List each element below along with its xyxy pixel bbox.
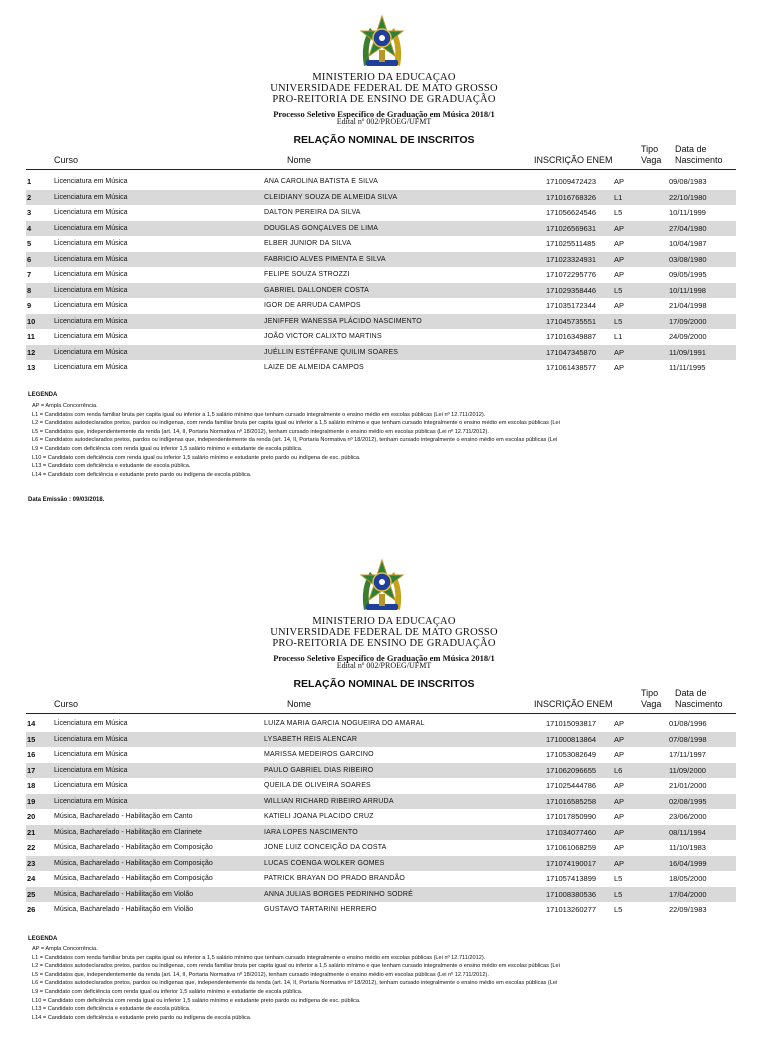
row-number: 14 (27, 719, 36, 728)
row-inscricao: 171009472423 (546, 177, 597, 186)
row-number: 1 (27, 177, 32, 186)
table-row (26, 360, 736, 375)
row-tipo-vaga: AP (614, 301, 625, 310)
row-data-nascimento: 11/09/1991 (669, 347, 706, 357)
legend-title: LEGENDA (28, 936, 58, 942)
row-data-nascimento: 21/04/1998 (669, 301, 707, 310)
row-curso: Licenciatura em Música (54, 286, 128, 294)
row-inscricao: 171008380536 (546, 889, 597, 899)
row-data-nascimento: 21/01/2000 (669, 781, 707, 790)
col-header-tipo (641, 144, 661, 166)
row-number: 22 (27, 843, 36, 852)
col-header-data-line2: Nascimento (675, 155, 723, 165)
col-header-nome: Nome (287, 155, 312, 165)
legend-item: L1 = Candidatos com renda familiar bruta per capita igual ou inferior a 1,5 salário mínimo que tenham cursado integralmente o ensino médio em escolas públicas (Lei nº 12.711/2012). (32, 411, 486, 418)
row-data-nascimento: 24/09/2000 (669, 332, 707, 341)
page-2 (0, 544, 768, 1044)
row-curso: Licenciatura em Música (54, 751, 128, 758)
row-nome: FABRICIO ALVES PIMENTA E SILVA (264, 255, 386, 263)
table-row (26, 314, 736, 329)
row-tipo-vaga: L6 (614, 765, 623, 775)
row-tipo-vaga: L5 (614, 316, 623, 326)
row-number: 23 (27, 858, 36, 868)
ministry-name: MINISTERIO DA EDUCAÇAO (312, 616, 456, 627)
row-number: 7 (27, 270, 32, 279)
row-curso: Licenciatura em Música (54, 178, 128, 185)
table-row (26, 840, 736, 855)
row-inscricao: 171045735551 (546, 316, 597, 326)
legend-item: L2 = Candidatos autodeclarados pretos, pardos ou indígenas, com renda familiar bruta per capita igual ou inferior a 1,5 salário mínimo e que tenham cursado integralmente o ensino médio em escolas públicas (Lei (32, 420, 560, 427)
process-title: Processo Seletivo Específico de Graduação em Música 2018/1 (273, 653, 495, 663)
row-curso: Licenciatura em Música (54, 782, 128, 789)
row-curso: Música, Bacharelado - Habilitação em Composição (54, 859, 213, 867)
legend-item: AP = Ampla Concorrência. (32, 403, 98, 409)
row-tipo-vaga: L5 (614, 208, 623, 217)
list-title: RELAÇÃO NOMINAL DE INSCRITOS (293, 134, 475, 146)
row-inscricao: 171015093817 (546, 719, 597, 728)
row-tipo-vaga: L5 (614, 285, 623, 295)
table-row (26, 190, 736, 205)
row-number: 19 (27, 796, 36, 806)
row-inscricao: 171016585258 (546, 796, 597, 806)
row-curso: Licenciatura em Música (54, 364, 128, 371)
legend-item: L5 = Candidatos que, independentemente da renda (art. 14, II, Portaria Normativa nº 18/2012), tenham cursado integralmente o ensino médio em escolas públicas (Lei nº 12.711/2012). (32, 971, 489, 978)
row-nome: LAIZE DE ALMEIDA CAMPOS (264, 364, 364, 371)
col-header-tipo-line1: Tipo (641, 688, 659, 698)
table-row (26, 283, 736, 298)
row-inscricao: 171034077460 (546, 827, 597, 837)
row-tipo-vaga: AP (614, 223, 625, 233)
row-number: 21 (27, 827, 36, 837)
table-row (26, 902, 736, 917)
row-nome: ELBER JUNIOR DA SILVA (264, 240, 352, 247)
row-nome: DOUGLAS GONÇALVES DE LIMA (264, 224, 379, 232)
row-curso: Licenciatura em Música (54, 240, 128, 247)
row-curso: Música, Bacharelado - Habilitação em Clarinete (54, 828, 202, 836)
row-data-nascimento: 02/08/1995 (669, 796, 707, 806)
row-data-nascimento: 17/09/2000 (669, 316, 707, 326)
row-curso: Música, Bacharelado - Habilitação em Canto (54, 813, 193, 820)
row-number: 18 (27, 781, 36, 790)
row-data-nascimento: 17/11/1997 (669, 750, 706, 759)
col-header-tipo (641, 688, 661, 710)
row-curso: Licenciatura em Música (54, 333, 128, 340)
row-nome: MARISSA MEDEIROS GARCINO (264, 751, 374, 758)
row-data-nascimento: 23/06/2000 (669, 812, 707, 821)
row-curso: Música, Bacharelado - Habilitação em Violão (54, 906, 194, 913)
col-header-data-line1: Data de (675, 144, 707, 154)
table-row (26, 345, 736, 360)
legend-item: L2 = Candidatos autodeclarados pretos, pardos ou indígenas, com renda familiar bruta per capita igual ou inferior a 1,5 salário mínimo e que tenham cursado integralmente o ensino médio em escolas públicas (Lei (32, 963, 560, 970)
row-inscricao: 171062096655 (546, 765, 597, 775)
row-curso: Licenciatura em Música (54, 302, 128, 309)
row-curso: Licenciatura em Música (54, 255, 128, 263)
row-tipo-vaga: AP (614, 347, 625, 357)
row-data-nascimento: 22/10/1980 (669, 192, 707, 202)
col-header-data (675, 144, 723, 166)
row-inscricao: 171035172344 (546, 301, 597, 310)
row-number: 11 (27, 332, 35, 341)
row-inscricao: 171061068259 (546, 843, 597, 852)
row-tipo-vaga: AP (614, 239, 625, 248)
col-header-nome: Nome (287, 699, 312, 709)
row-number: 20 (27, 812, 36, 821)
row-inscricao: 171000813864 (546, 734, 597, 744)
row-nome: CLEIDIANY SOUZA DE ALMEIDA SILVA (264, 193, 398, 201)
row-inscricao: 171057413899 (546, 874, 597, 883)
col-header-tipo-line1: Tipo (641, 144, 659, 154)
row-inscricao: 171017850990 (546, 812, 597, 821)
ministry-name: MINISTERIO DA EDUCAÇAO (312, 72, 456, 83)
page-1 (0, 0, 768, 503)
row-tipo-vaga: L5 (614, 874, 623, 883)
row-curso: Música, Bacharelado - Habilitação em Composição (54, 844, 213, 851)
row-tipo-vaga: AP (614, 254, 625, 264)
row-curso: Licenciatura em Música (54, 224, 128, 232)
table-row (26, 825, 736, 840)
list-title: RELAÇÃO NOMINAL DE INSCRITOS (293, 678, 475, 690)
row-inscricao: 171013260277 (546, 905, 597, 914)
row-data-nascimento: 09/08/1983 (669, 177, 707, 186)
col-header-data-line1: Data de (675, 688, 707, 698)
table-row (26, 329, 736, 344)
row-inscricao: 171047345870 (546, 347, 597, 357)
legend-item: L14 = Candidato com deficiência e estudante preto pardo ou indígena de escola pública. (32, 1014, 252, 1021)
row-data-nascimento: 10/04/1987 (669, 239, 707, 248)
table-row (26, 236, 736, 251)
row-data-nascimento: 09/05/1995 (669, 270, 707, 279)
col-header-tipo-line2: Vaga (641, 699, 662, 709)
row-data-nascimento: 03/08/1980 (669, 254, 707, 264)
row-curso: Música, Bacharelado - Habilitação em Violão (54, 890, 194, 898)
row-data-nascimento: 27/04/1980 (669, 223, 707, 233)
table-row (26, 747, 736, 762)
row-nome: FELIPE SOUZA STROZZI (264, 271, 350, 278)
row-nome: GUSTAVO TARTARINI HERRERO (264, 906, 377, 913)
row-tipo-vaga: AP (614, 270, 625, 279)
university-name: UNIVERSIDADE FEDERAL DE MATO GROSSO (270, 627, 498, 638)
col-header-data-line2: Nascimento (675, 699, 723, 709)
row-nome: KATIELI JOANA PLACIDO CRUZ (264, 813, 374, 820)
table-row (26, 794, 736, 809)
row-curso: Licenciatura em Música (54, 348, 128, 356)
row-inscricao: 171056624546 (546, 208, 597, 217)
edital-number: Edital nº 002/PROEG/UFMT (336, 117, 432, 126)
row-number: 5 (27, 239, 32, 248)
table-row (26, 252, 736, 267)
row-number: 9 (27, 301, 32, 310)
row-nome: JUÉLLIN ESTÉFFANE QUILIM SOARES (264, 348, 399, 356)
legend-item: L13 = Candidato com deficiência e estudante de escola pública. (32, 1006, 191, 1013)
row-nome: JENIFFER WANESSA PLÁCIDO NASCIMENTO (264, 317, 422, 325)
row-curso: Música, Bacharelado - Habilitação em Composição (54, 875, 213, 882)
table-row (26, 732, 736, 747)
brasil-coat-of-arms-icon (356, 558, 408, 618)
row-inscricao: 171016349887 (546, 332, 597, 341)
row-tipo-vaga: AP (614, 843, 625, 852)
row-nome: LYSABETH REIS ALENCAR (264, 735, 358, 743)
row-nome: LUIZA MARIA GARCIA NOGUEIRA DO AMARAL (264, 720, 425, 727)
row-inscricao: 171025444786 (546, 781, 597, 790)
row-tipo-vaga: AP (614, 827, 625, 837)
col-header-tipo-line2: Vaga (641, 155, 662, 165)
row-nome: JOÃO VICTOR CALIXTO MARTINS (264, 333, 382, 340)
legend-item: L6 = Candidatos autodeclarados pretos, pardos ou indígenas que, independentemente da renda (art. 14, II, Portaria Normativa nº 18/2012), tenham cursado integralmente o ensino médio em escolas públicas (Lei (32, 980, 558, 987)
row-nome: IGOR DE ARRUDA CAMPOS (264, 302, 361, 309)
row-data-nascimento: 17/04/2000 (669, 889, 707, 899)
edital-number: Edital nº 002/PROEG/UFMT (336, 661, 432, 670)
row-nome: ANNA JULIAS BORGES PEDRINHO SODRÉ (264, 890, 413, 898)
row-number: 4 (27, 223, 32, 233)
row-data-nascimento: 18/05/2000 (669, 874, 707, 883)
table-row (26, 778, 736, 793)
row-curso: Licenciatura em Música (54, 766, 128, 774)
row-number: 25 (27, 889, 36, 899)
table-row (26, 298, 736, 313)
col-header-curso: Curso (54, 155, 79, 165)
row-curso: Licenciatura em Música (54, 720, 128, 727)
row-inscricao: 171061438577 (546, 363, 597, 372)
row-inscricao: 171029358446 (546, 285, 597, 295)
legend-item: L14 = Candidato com deficiência e estudante preto pardo ou indígena de escola pública. (32, 471, 252, 478)
row-tipo-vaga: AP (614, 719, 625, 728)
row-data-nascimento: 08/11/1994 (669, 827, 706, 837)
row-inscricao: 171025511485 (546, 239, 596, 248)
col-header-data (675, 688, 723, 710)
row-number: 24 (27, 874, 36, 883)
legend-item: L5 = Candidatos que, independentemente da renda (art. 14, II, Portaria Normativa nº 18/2012), tenham cursado integralmente o ensino médio em escolas públicas (Lei nº 12.711/2012). (32, 428, 489, 435)
row-nome: DALTON PEREIRA DA SILVA (264, 209, 361, 216)
row-data-nascimento: 22/09/1983 (669, 905, 707, 914)
row-nome: WILLIAN RICHARD RIBEIRO ARRUDA (264, 797, 394, 805)
row-tipo-vaga: AP (614, 750, 625, 759)
row-nome: IARA LOPES NASCIMENTO (264, 828, 358, 836)
row-curso: Licenciatura em Música (54, 317, 128, 325)
row-data-nascimento: 16/04/1999 (669, 858, 707, 868)
row-number: 2 (27, 192, 32, 202)
row-curso: Licenciatura em Música (54, 797, 128, 805)
col-header-curso: Curso (54, 699, 79, 709)
legend-item: L9 = Candidato com deficiência com renda igual ou inferior 1,5 salário mínimo e estudante de escola pública. (32, 446, 303, 452)
table-row (26, 809, 736, 824)
table-row (26, 267, 736, 282)
row-inscricao: 171023324931 (546, 254, 597, 264)
row-curso: Licenciatura em Música (54, 209, 128, 216)
university-name: UNIVERSIDADE FEDERAL DE MATO GROSSO (270, 83, 498, 94)
row-nome: PAULO GABRIEL DIAS RIBEIRO (264, 766, 374, 774)
process-title: Processo Seletivo Específico de Graduação em Música 2018/1 (273, 109, 495, 119)
row-nome: ANA CAROLINA BATISTA E SILVA (264, 178, 379, 185)
row-curso: Licenciatura em Música (54, 271, 128, 278)
row-number: 10 (27, 316, 36, 326)
row-nome: LUCAS COENGA WOLKER GOMES (264, 859, 385, 867)
header-divider (26, 169, 736, 170)
row-number: 8 (27, 285, 32, 295)
row-number: 15 (27, 734, 36, 744)
row-tipo-vaga: L1 (614, 332, 623, 341)
table-row (26, 856, 736, 871)
row-tipo-vaga: L1 (614, 192, 623, 202)
row-curso: Licenciatura em Música (54, 193, 128, 201)
legend-item: L10 = Candidato com deficiência com renda igual ou inferior 1,5 salário mínimo e estudante preto pardo ou indígena de esc. pública. (32, 454, 361, 461)
row-nome: QUEILA DE OLIVEIRA SOARES (264, 782, 371, 789)
row-data-nascimento: 10/11/1998 (669, 285, 706, 295)
row-curso: Licenciatura em Música (54, 735, 128, 743)
table-row (26, 887, 736, 902)
legend-title: LEGENDA (28, 392, 58, 398)
row-data-nascimento: 11/09/2000 (669, 765, 706, 775)
row-data-nascimento: 11/11/1995 (669, 363, 706, 372)
table-row (26, 763, 736, 778)
table-row (26, 871, 736, 886)
row-tipo-vaga: L5 (614, 889, 623, 899)
row-tipo-vaga: AP (614, 812, 625, 821)
row-data-nascimento: 07/08/1998 (669, 734, 707, 744)
row-tipo-vaga: AP (614, 177, 625, 186)
row-number: 6 (27, 254, 32, 264)
legend-item: L13 = Candidato com deficiência e estudante de escola pública. (32, 463, 191, 470)
row-data-nascimento: 01/08/1996 (669, 719, 707, 728)
legend-item: AP = Ampla Concorrência. (32, 946, 98, 952)
row-tipo-vaga: L5 (614, 905, 623, 914)
table-row (26, 205, 736, 220)
emission-date: Data Emissão : 09/03/2018. (28, 497, 105, 503)
row-number: 12 (27, 347, 36, 357)
row-number: 3 (27, 208, 32, 217)
row-nome: PATRICK BRAYAN DO PRADO BRANDÃO (264, 875, 406, 882)
row-tipo-vaga: AP (614, 734, 625, 744)
row-tipo-vaga: AP (614, 781, 625, 790)
legend-item: L9 = Candidato com deficiência com renda igual ou inferior 1,5 salário mínimo e estudante de escola pública. (32, 989, 303, 995)
legend-item: L6 = Candidatos autodeclarados pretos, pardos ou indígenas que, independentemente da renda (art. 14, II, Portaria Normativa nº 18/2012), tenham cursado integralmente o ensino médio em escolas públicas (Lei (32, 437, 558, 444)
row-nome: GABRIEL DALLONDER COSTA (264, 286, 369, 294)
row-inscricao: 171016768326 (546, 192, 597, 202)
row-inscricao: 171053082649 (546, 750, 597, 759)
legend-item: L10 = Candidato com deficiência com renda igual ou inferior 1,5 salário mínimo e estudante preto pardo ou indígena de esc. pública. (32, 997, 361, 1004)
row-inscricao: 171072295776 (546, 270, 597, 279)
row-tipo-vaga: AP (614, 858, 625, 868)
row-number: 13 (27, 363, 36, 372)
legend-item: L1 = Candidatos com renda familiar bruta per capita igual ou inferior a 1,5 salário mínimo que tenham cursado integralmente o ensino médio em escolas públicas (Lei nº 12.711/2012). (32, 954, 486, 961)
header-divider (26, 713, 736, 714)
col-header-inscricao: INSCRIÇÃO ENEM (534, 155, 613, 165)
row-data-nascimento: 10/11/1999 (669, 208, 706, 217)
brasil-coat-of-arms-icon (356, 14, 408, 74)
row-tipo-vaga: AP (614, 796, 625, 806)
row-data-nascimento: 11/10/1983 (669, 843, 706, 852)
row-tipo-vaga: AP (614, 363, 625, 372)
row-number: 26 (27, 905, 36, 914)
row-inscricao: 171074190017 (546, 858, 597, 868)
table-row (26, 221, 736, 236)
col-header-inscricao: INSCRIÇÃO ENEM (534, 699, 613, 709)
table-row (26, 716, 736, 731)
row-number: 16 (27, 750, 36, 759)
department-name: PRO-REITORIA DE ENSINO DE GRADUAÇÃO (272, 94, 496, 105)
row-inscricao: 171026569631 (546, 223, 597, 233)
department-name: PRO-REITORIA DE ENSINO DE GRADUAÇÃO (272, 638, 496, 649)
row-nome: JONE LUIZ CONCEIÇÃO DA COSTA (264, 844, 387, 851)
row-number: 17 (27, 765, 36, 775)
table-row (26, 174, 736, 189)
